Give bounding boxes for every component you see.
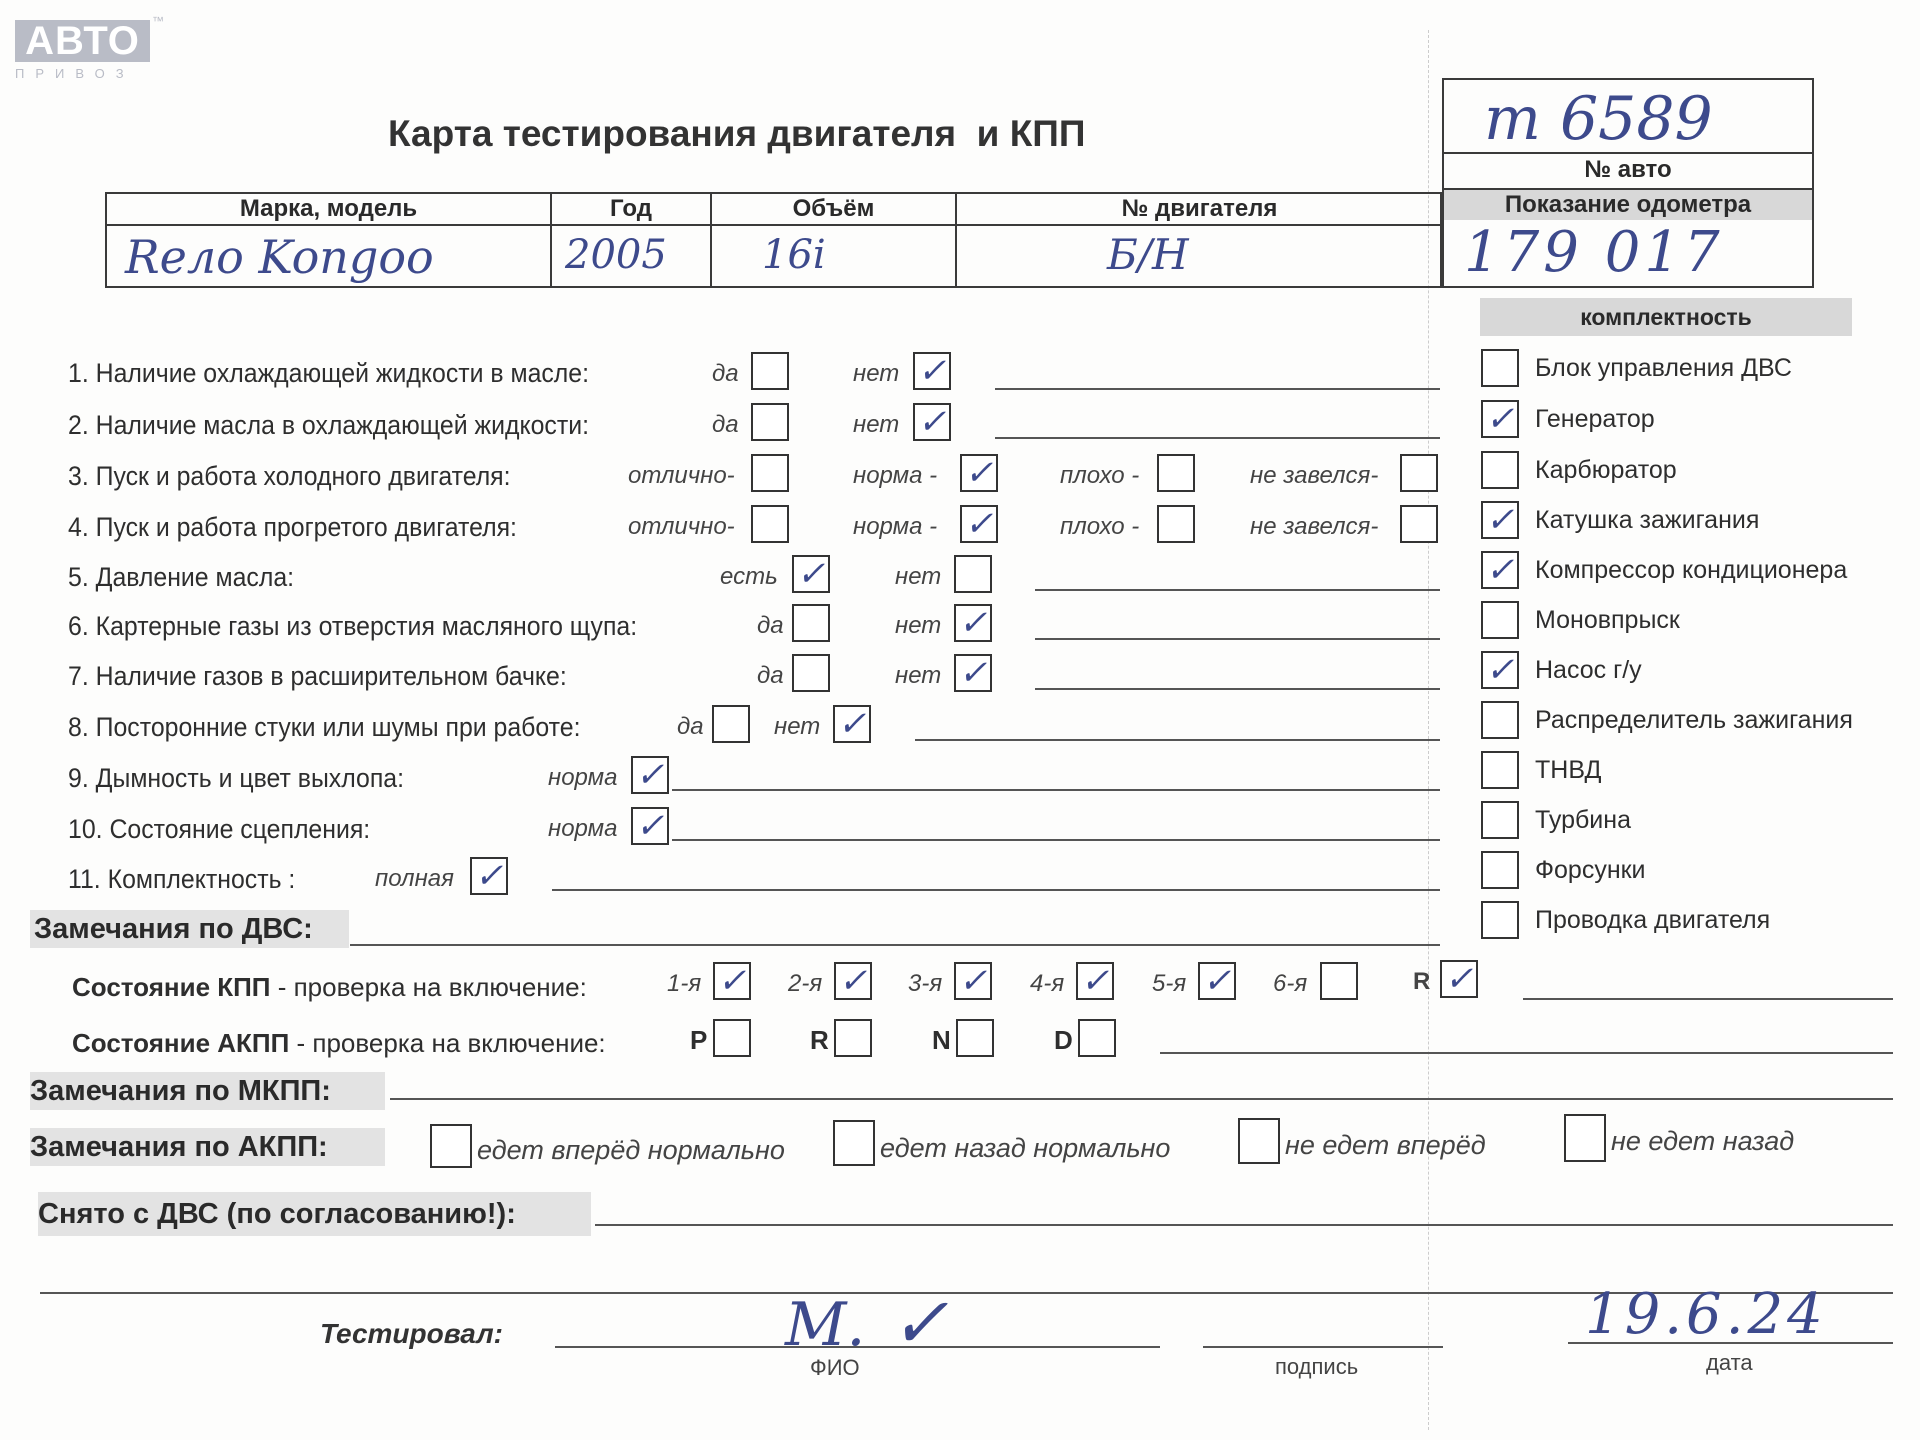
q2-no-checkbox[interactable]: ✓ xyxy=(913,403,951,441)
completeness-label-ecu: Блок управления ДВС xyxy=(1535,354,1792,382)
q6-no-checkbox[interactable]: ✓ xyxy=(954,604,992,642)
q4-option-normal: норма - xyxy=(853,513,938,540)
completeness-checkbox-distributor[interactable] xyxy=(1481,701,1519,739)
q2-option-no: нет xyxy=(853,411,900,438)
q4-excellent-checkbox[interactable] xyxy=(751,505,789,543)
header-engine-number: № двигателя xyxy=(1121,195,1278,222)
completeness-label-generator: Генератор xyxy=(1535,405,1655,433)
q4-option-excellent: отлично- xyxy=(628,513,735,540)
gear-3-label: 3-я xyxy=(908,970,943,997)
q10-notes-line xyxy=(672,839,1440,841)
date-caption: дата xyxy=(1706,1350,1753,1375)
q7-option-no: нет xyxy=(895,662,942,689)
logo: АВТО xyxy=(15,20,150,62)
akpp-mode-n-label: N xyxy=(932,1025,951,1055)
gear-4-checkbox[interactable]: ✓ xyxy=(1076,962,1114,1000)
auto-number-box xyxy=(1442,78,1814,288)
gear-1-label: 1-я xyxy=(667,970,702,997)
completeness-checkbox-engine-wiring[interactable] xyxy=(1481,901,1519,939)
gear-5-label: 5-я xyxy=(1152,970,1187,997)
q6-option-yes: да xyxy=(757,612,784,639)
q10-option-normal: норма xyxy=(548,815,618,842)
gear-4-label: 4-я xyxy=(1030,970,1065,997)
q7-notes-line xyxy=(1035,688,1440,690)
q5-no-checkbox[interactable] xyxy=(954,555,992,593)
question-1: 1. Наличие охлаждающей жидкости в масле: xyxy=(68,358,590,388)
akpp-reverse-normal-checkbox[interactable] xyxy=(833,1120,875,1166)
q3-excellent-checkbox[interactable] xyxy=(751,454,789,492)
q6-notes-line xyxy=(1035,638,1440,640)
question-3: 3. Пуск и работа холодного двигателя: xyxy=(68,461,511,491)
question-5: 5. Давление масла: xyxy=(68,562,295,592)
date-line xyxy=(1568,1342,1893,1344)
q1-option-no: нет xyxy=(853,360,900,387)
akpp-mode-p-checkbox[interactable] xyxy=(713,1019,751,1057)
completeness-label-power-steering-pump: Насос г/у xyxy=(1535,656,1642,684)
question-2: 2. Наличие масла в охлаждающей жидкости: xyxy=(68,410,590,440)
completeness-label-distributor: Распределитель зажигания xyxy=(1535,706,1853,734)
completeness-checkbox-carburetor[interactable] xyxy=(1481,451,1519,489)
akpp-no-reverse-label: не едет назад xyxy=(1611,1126,1795,1156)
q3-option-excellent: отлично- xyxy=(628,462,735,489)
remarks-manual-gearbox-label: Замечания по МКПП: xyxy=(30,1072,385,1110)
q1-yes-checkbox[interactable] xyxy=(751,352,789,390)
completeness-label-injection-pump: ТНВД xyxy=(1535,756,1602,784)
akpp-no-forward-label: не едет вперёд xyxy=(1285,1130,1486,1160)
q6-option-no: нет xyxy=(895,612,942,639)
completeness-label-turbine: Турбина xyxy=(1535,806,1631,834)
q1-no-checkbox[interactable]: ✓ xyxy=(913,352,951,390)
completeness-checkbox-ecu[interactable] xyxy=(1481,349,1519,387)
tester-signature: ✓ xyxy=(890,1282,949,1364)
q11-option-full: полная xyxy=(375,865,454,892)
q7-option-yes: да xyxy=(757,662,784,689)
question-11: 11. Комплектность : xyxy=(68,864,296,894)
gear-1-checkbox[interactable]: ✓ xyxy=(713,962,751,1000)
q5-notes-line xyxy=(1035,589,1440,591)
question-9: 9. Дымность и цвет выхлопа: xyxy=(68,763,404,793)
tester-name-value: М. xyxy=(785,1290,866,1360)
akpp-mode-d-checkbox[interactable] xyxy=(1078,1019,1116,1057)
q7-yes-checkbox[interactable] xyxy=(792,654,830,692)
completeness-checkbox-injection-pump[interactable] xyxy=(1481,751,1519,789)
gear-6-label: 6-я xyxy=(1273,970,1308,997)
akpp-no-reverse-checkbox[interactable] xyxy=(1564,1114,1606,1162)
q4-normal-checkbox[interactable]: ✓ xyxy=(960,505,998,543)
q11-full-checkbox[interactable]: ✓ xyxy=(470,857,508,895)
q8-notes-line xyxy=(915,739,1440,741)
q8-option-yes: да xyxy=(677,713,704,740)
akpp-no-forward-checkbox[interactable] xyxy=(1238,1118,1280,1164)
q8-yes-checkbox[interactable] xyxy=(712,705,750,743)
q11-notes-line xyxy=(552,889,1440,891)
question-6: 6. Картерные газы из отверстия масляного щупа: xyxy=(68,611,638,641)
q9-normal-checkbox[interactable]: ✓ xyxy=(631,756,669,794)
remarks-manual-gearbox-line xyxy=(390,1098,1893,1100)
q1-notes-line xyxy=(995,388,1440,390)
completeness-checkbox-turbine[interactable] xyxy=(1481,801,1519,839)
q5-yes-checkbox[interactable]: ✓ xyxy=(792,555,830,593)
akpp-forward-normal-checkbox[interactable] xyxy=(430,1124,472,1168)
value-year: 2005 xyxy=(565,232,667,278)
auto-number-label: № авто xyxy=(1584,156,1672,183)
q3-normal-checkbox[interactable]: ✓ xyxy=(960,454,998,492)
kpp-notes-line xyxy=(1523,998,1893,1000)
value-engine-number: Б/Н xyxy=(1107,230,1189,279)
q2-option-yes: да xyxy=(712,411,739,438)
tested-by-label: Тестировал: xyxy=(320,1318,503,1349)
completeness-label-engine-wiring: Проводка двигателя xyxy=(1535,906,1771,934)
header-make-model: Марка, модель xyxy=(107,194,552,224)
q4-option-no-start: не завелся- xyxy=(1250,513,1379,540)
q3-option-normal: норма - xyxy=(853,462,938,489)
odometer-label: Показание одометра xyxy=(1444,190,1812,220)
q3-no-start-checkbox[interactable] xyxy=(1400,454,1438,492)
q6-yes-checkbox[interactable] xyxy=(792,604,830,642)
q5-option-no: нет xyxy=(895,563,942,590)
gear-reverse-checkbox[interactable]: ✓ xyxy=(1440,960,1478,998)
akpp-mode-d-label: D xyxy=(1054,1025,1073,1055)
akpp-notes-line xyxy=(1160,1052,1893,1054)
akpp-forward-normal-label: едет вперёд нормально xyxy=(477,1135,785,1165)
gear-2-checkbox[interactable]: ✓ xyxy=(834,962,872,1000)
signature-caption: подпись xyxy=(1275,1354,1359,1379)
gear-2-label: 2-я xyxy=(788,970,823,997)
manual-gearbox-check-label: Состояние КПП - проверка на включение: xyxy=(72,972,587,1002)
q4-no-start-checkbox[interactable] xyxy=(1400,505,1438,543)
header-volume: Объём xyxy=(712,194,957,224)
q4-option-bad: плохо - xyxy=(1060,513,1140,540)
test-date-value: 19.6.24 xyxy=(1585,1282,1827,1347)
remarks-engine-label: Замечания по ДВС: xyxy=(30,910,349,948)
q10-normal-checkbox[interactable]: ✓ xyxy=(631,807,669,845)
q1-option-yes: да xyxy=(712,360,739,387)
q8-option-no: нет xyxy=(774,713,821,740)
completeness-title: комплектность xyxy=(1480,298,1852,336)
q9-notes-line xyxy=(672,789,1440,791)
header-year: Год xyxy=(552,194,712,224)
completeness-label-carburetor: Карбюратор xyxy=(1535,456,1677,484)
q7-no-checkbox[interactable]: ✓ xyxy=(954,654,992,692)
completeness-checkbox-power-steering-pump[interactable]: ✓ xyxy=(1481,651,1519,689)
akpp-reverse-normal-label: едет назад нормально xyxy=(880,1133,1171,1163)
logo-subtitle: ПРИВОЗ xyxy=(15,66,135,81)
gear-5-checkbox[interactable]: ✓ xyxy=(1198,962,1236,1000)
remarks-engine-line xyxy=(350,944,1440,946)
fio-line xyxy=(555,1346,1160,1348)
signature-line xyxy=(1203,1346,1443,1348)
page-title: Карта тестирования двигателя и КПП xyxy=(388,113,1086,154)
akpp-mode-r-checkbox[interactable] xyxy=(834,1019,872,1057)
q5-option-yes: есть xyxy=(720,563,778,590)
akpp-mode-p-label: P xyxy=(690,1025,708,1055)
q2-notes-line xyxy=(995,437,1440,439)
vehicle-info-table xyxy=(105,192,1442,288)
completeness-label-ignition-coil: Катушка зажигания xyxy=(1535,506,1760,534)
q9-option-normal: норма xyxy=(548,764,618,791)
akpp-mode-n-checkbox[interactable] xyxy=(956,1019,994,1057)
odometer-value: 179 017 xyxy=(1464,220,1724,285)
question-7: 7. Наличие газов в расширительном бачке: xyxy=(68,661,567,691)
completeness-checkbox-mono-injection[interactable] xyxy=(1481,601,1519,639)
completeness-checkbox-generator[interactable]: ✓ xyxy=(1481,400,1519,438)
completeness-label-mono-injection: Моновпрыск xyxy=(1535,606,1680,634)
question-4: 4. Пуск и работа прогретого двигателя: xyxy=(68,512,517,542)
completeness-checkbox-ignition-coil[interactable]: ✓ xyxy=(1481,501,1519,539)
q3-option-bad: плохо - xyxy=(1060,462,1140,489)
completeness-checkbox-ac-compressor[interactable]: ✓ xyxy=(1481,551,1519,589)
auto-number-value: т 6589 xyxy=(1484,84,1713,154)
trademark-mark: ™ xyxy=(152,14,164,28)
gear-reverse-label: R xyxy=(1413,968,1431,995)
q4-bad-checkbox[interactable] xyxy=(1157,505,1195,543)
question-8: 8. Посторонние стуки или шумы при работе: xyxy=(68,712,581,742)
completeness-checkbox-injectors[interactable] xyxy=(1481,851,1519,889)
value-volume: 16i xyxy=(762,232,826,278)
q3-bad-checkbox[interactable] xyxy=(1157,454,1195,492)
gear-6-checkbox[interactable] xyxy=(1320,962,1358,1000)
completeness-label-ac-compressor: Компрессор кондиционера xyxy=(1535,556,1848,584)
q2-yes-checkbox[interactable] xyxy=(751,403,789,441)
fio-caption: ФИО xyxy=(810,1355,860,1380)
gear-3-checkbox[interactable]: ✓ xyxy=(954,962,992,1000)
question-10: 10. Состояние сцепления: xyxy=(68,814,371,844)
value-make-model: Reло Kongoo xyxy=(125,230,434,284)
remarks-automatic-gearbox-label: Замечания по АКПП: xyxy=(30,1128,385,1166)
completeness-label-injectors: Форсунки xyxy=(1535,856,1646,884)
akpp-mode-r-label: R xyxy=(810,1025,829,1055)
automatic-gearbox-check-label: Состояние АКПП - проверка на включение: xyxy=(72,1028,606,1058)
removed-from-engine-line xyxy=(595,1224,1893,1226)
q8-no-checkbox[interactable]: ✓ xyxy=(833,705,871,743)
q3-option-no-start: не завелся- xyxy=(1250,462,1379,489)
removed-from-engine-label: Снято с ДВС (по согласованию!): xyxy=(38,1192,591,1236)
